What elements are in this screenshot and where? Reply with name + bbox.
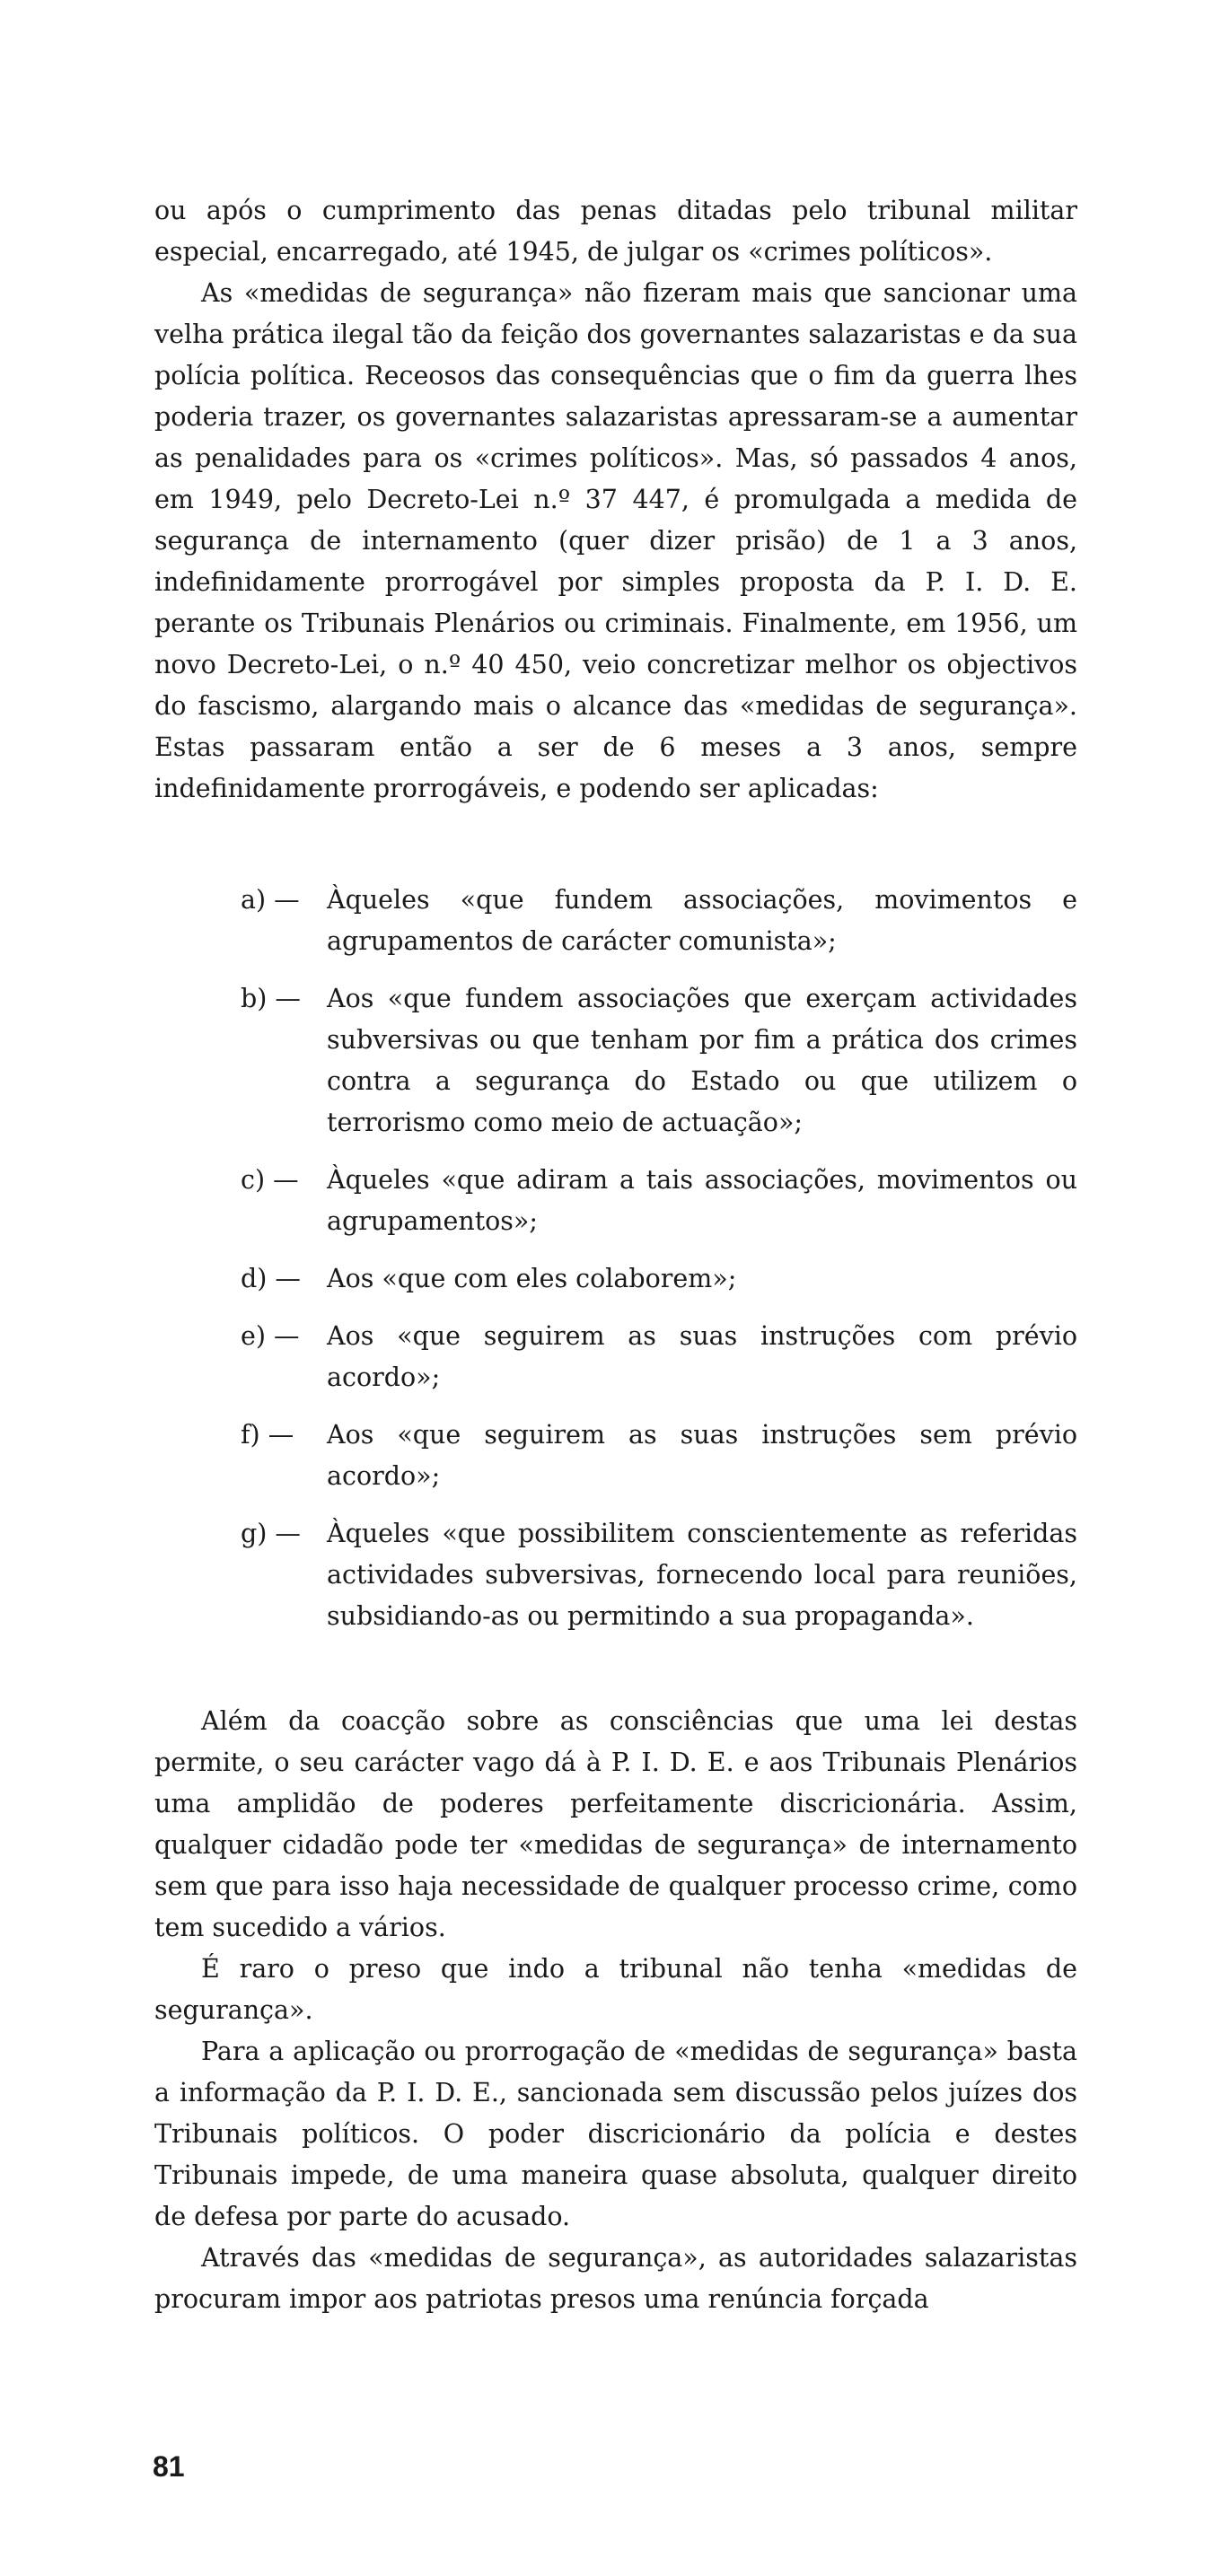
list-item [241,1258,1077,1300]
list-item-text: Àqueles «que possibilitem conscientemente as referidas actividades subversivas, fornecendo local para reuniões, subsidiando-as ou permitindo a sua propaganda». [327,1519,1077,1631]
closing-text [154,1701,1077,2320]
list-marker: g) — [241,1519,301,1548]
list-item [241,1415,1077,1497]
paragraph: ou após o cumprimento das penas ditadas pelo tribunal militar especial, encarregado, até 1945, de julgar os «crimes políticos». [154,196,1077,267]
list-item-text: Àqueles «que adiram a tais associações, movimentos ou agrupamentos»; [327,1165,1077,1236]
paragraph: É raro o preso que indo a tribunal não tenha «medidas de segurança». [154,1954,1077,2025]
list-marker: a) — [241,885,300,915]
list-item-text: Aos «que seguirem as suas instruções sem prévio acordo»; [327,1420,1077,1491]
list-item-text: Àqueles «que fundem associações, movimentos e agrupamentos de carácter comunista»; [327,885,1077,956]
page-number: 81 [153,2450,185,2483]
list-marker: d) — [241,1264,301,1293]
paragraph: Através das «medidas de segurança», as autoridades salazaristas procuram impor aos patriotas presos uma renúncia forçada [154,2243,1077,2314]
list-marker: f) — [241,1420,294,1450]
list-item [241,1513,1077,1637]
list-marker: e) — [241,1321,300,1351]
list-item [241,978,1077,1143]
paragraph: Para a aplicação ou prorrogação de «medidas de segurança» basta a informação da P. I. D. E., sancionada sem discussão pelos juízes dos Tribunais políticos. O poder discricionário da polícia e destes Tribunais impede, de uma maneira quase absoluta, qualquer direito de defesa por parte do acusado. [154,2037,1077,2231]
list-item-text: Aos «que seguirem as suas instruções com prévio acordo»; [327,1321,1077,1392]
measures-list [241,880,1077,1637]
list-item-text: Aos «que fundem associações que exerçam actividades subversivas ou que tenham por fim a prática dos crimes contra a segurança do Estado ou que utilizem o terrorismo como meio de actuação»; [327,984,1077,1137]
paragraph: As «medidas de segurança» não fizeram mais que sancionar uma velha prática ilegal tão da feição dos governantes salazaristas e da sua polícia política. Receosos das consequências que o fim da guerra lhes poderia trazer, os governantes salazaristas apressaram-se a aumentar as penalidades para os «crimes políticos». Mas, só passados 4 anos, em 1949, pelo Decreto-Lei n.º 37 447, é promulgada a medida de segurança de internamento (quer dizer prisão) de 1 a 3 anos, indefinidamente prorrogável por simples proposta da P. I. D. E. perante os Tribunais Plenários ou criminais. Finalmente, em 1956, um novo Decreto-Lei, o n.º 40 450, veio concretizar melhor os objectivos do fascismo, alargando mais o alcance das «medidas de segurança». Estas passaram então a ser de 6 meses a 3 anos, sempre indefinidamente prorrogáveis, e podendo ser aplicadas: [154,278,1077,803]
list-marker: c) — [241,1165,299,1195]
paragraph: Além da coacção sobre as consciências que uma lei destas permite, o seu carácter vago dá à P. I. D. E. e aos Tribunais Plenários uma amplidão de poderes perfeitamente discricionária. Assim, qualquer cidadão pode ter «medidas de segurança» de internamento sem que para isso haja necessidade de qualquer processo crime, como tem sucedido a vários. [154,1706,1077,1942]
list-item [241,880,1077,962]
list-item-text: Aos «que com eles colaborem»; [327,1264,737,1293]
list-marker: b) — [241,984,301,1013]
intro-text [154,190,1077,810]
list-item [241,1160,1077,1242]
list-item [241,1316,1077,1398]
